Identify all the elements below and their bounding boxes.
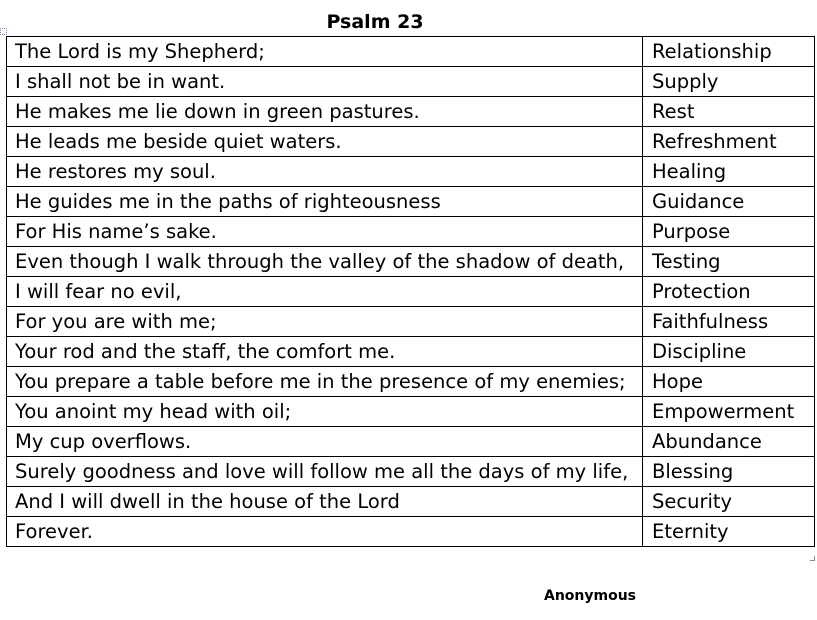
verse-cell: He restores my soul. <box>7 157 643 187</box>
theme-cell: Protection <box>643 277 815 307</box>
table-row <box>7 157 815 187</box>
theme-cell: Purpose <box>643 217 815 247</box>
table-row <box>7 397 815 427</box>
verse-cell: For His name’s sake. <box>7 217 643 247</box>
table-row <box>7 187 815 217</box>
verse-cell: Surely goodness and love will follow me all the days of my life, <box>7 457 643 487</box>
table-resize-handle[interactable] <box>810 556 815 561</box>
table-row <box>7 37 815 67</box>
author-signature: Anonymous <box>544 588 637 604</box>
verse-cell: He leads me beside quiet waters. <box>7 127 643 157</box>
theme-cell: Blessing <box>643 457 815 487</box>
verse-cell: Forever. <box>7 517 643 547</box>
table-row <box>7 337 815 367</box>
theme-cell: Healing <box>643 157 815 187</box>
verse-cell: He makes me lie down in green pastures. <box>7 97 643 127</box>
theme-cell: Eternity <box>643 517 815 547</box>
table-row <box>7 277 815 307</box>
theme-cell: Security <box>643 487 815 517</box>
theme-cell: Abundance <box>643 427 815 457</box>
table-row <box>7 217 815 247</box>
theme-cell: Guidance <box>643 187 815 217</box>
verse-cell: The Lord is my Shepherd; <box>7 37 643 67</box>
psalm-table <box>6 36 815 547</box>
verse-cell: And I will dwell in the house of the Lord <box>7 487 643 517</box>
document-title: Psalm 23 <box>326 11 424 33</box>
table-row <box>7 457 815 487</box>
theme-cell: Rest <box>643 97 815 127</box>
verse-cell: For you are with me; <box>7 307 643 337</box>
table-row <box>7 367 815 397</box>
table-row <box>7 97 815 127</box>
verse-cell: I shall not be in want. <box>7 67 643 97</box>
verse-cell: I will fear no evil, <box>7 277 643 307</box>
theme-cell: Relationship <box>643 37 815 67</box>
table-move-handle[interactable] <box>0 28 7 35</box>
verse-cell: You prepare a table before me in the presence of my enemies; <box>7 367 643 397</box>
verse-cell: Even though I walk through the valley of the shadow of death, <box>7 247 643 277</box>
theme-cell: Faithfulness <box>643 307 815 337</box>
table-row <box>7 247 815 277</box>
table-row <box>7 127 815 157</box>
theme-cell: Empowerment <box>643 397 815 427</box>
verse-cell: My cup overflows. <box>7 427 643 457</box>
verse-cell: Your rod and the staff, the comfort me. <box>7 337 643 367</box>
theme-cell: Hope <box>643 367 815 397</box>
verse-cell: You anoint my head with oil; <box>7 397 643 427</box>
theme-cell: Refreshment <box>643 127 815 157</box>
verse-cell: He guides me in the paths of righteousness <box>7 187 643 217</box>
theme-cell: Supply <box>643 67 815 97</box>
theme-cell: Testing <box>643 247 815 277</box>
theme-cell: Discipline <box>643 337 815 367</box>
table-row <box>7 517 815 547</box>
table-row <box>7 307 815 337</box>
table-row <box>7 427 815 457</box>
table-row <box>7 67 815 97</box>
table-row <box>7 487 815 517</box>
